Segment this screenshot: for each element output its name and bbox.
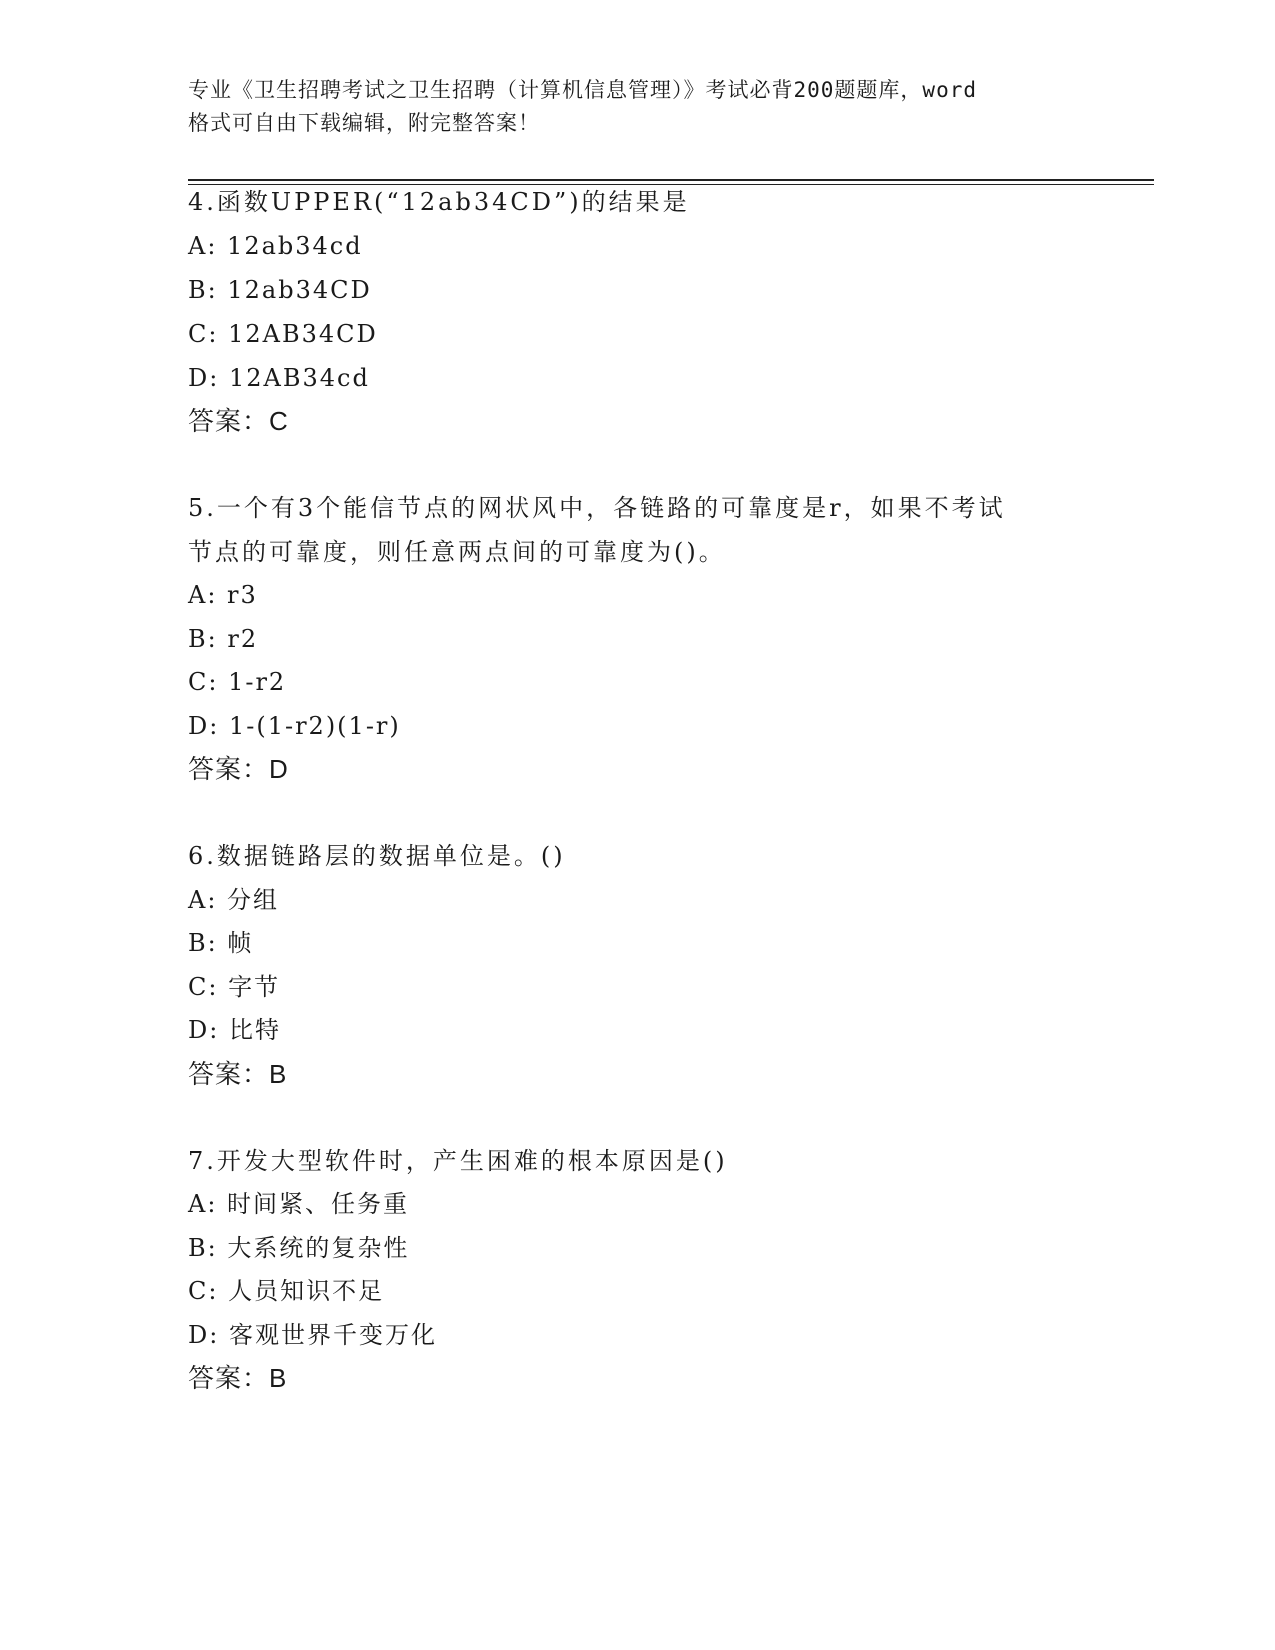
question-4-option-c: C: 12AB34CD: [188, 320, 378, 348]
header-line-1: 专业《卫生招聘考试之卫生招聘（计算机信息管理）》考试必背200题题库，word: [188, 78, 977, 102]
question-4-option-d: D: 12AB34cd: [188, 364, 370, 392]
question-6-option-a: A: 分组: [188, 886, 280, 914]
question-4-option-b: B: 12ab34CD: [188, 276, 372, 304]
header-divider-thin: [188, 184, 1154, 185]
question-5-option-b: B: r2: [188, 625, 259, 653]
question-5-option-a: A: r3: [188, 581, 258, 609]
question-6-option-d: D: 比特: [188, 1016, 281, 1044]
document-header: [188, 74, 1088, 140]
question-5-option-c: C: 1-r2: [188, 668, 287, 696]
question-6-option-b: B: 帧: [188, 929, 254, 957]
question-7-option-d: D: 客观世界千变万化: [188, 1321, 437, 1349]
question-5-stem-line-1: 5.一个有3个能信节点的网状风中，各链路的可靠度是r，如果不考试: [188, 494, 1006, 522]
question-7-answer: 答案：B: [188, 1363, 288, 1393]
header-line-2: 格式可自由下载编辑，附完整答案！: [188, 111, 540, 135]
question-7-option-a: A: 时间紧、任务重: [188, 1190, 410, 1218]
header-divider-thick: [188, 179, 1154, 181]
question-6-answer: 答案：B: [188, 1059, 288, 1089]
question-4-option-a: A: 12ab34cd: [188, 232, 363, 260]
question-7-option-c: C: 人员知识不足: [188, 1277, 385, 1305]
question-5-stem-line-2: 节点的可靠度，则任意两点间的可靠度为()。: [188, 538, 726, 566]
question-4-answer: 答案：C: [188, 406, 289, 436]
question-4-stem: 4.函数UPPER(“12ab34CD”)的结果是: [188, 188, 690, 216]
question-6-stem: 6.数据链路层的数据单位是。(): [188, 842, 566, 870]
question-5-option-d: D: 1-(1-r2)(1-r): [188, 712, 401, 740]
question-5-answer: 答案：D: [188, 754, 289, 784]
question-7-option-b: B: 大系统的复杂性: [188, 1234, 410, 1262]
question-6-option-c: C: 字节: [188, 973, 281, 1001]
question-7-stem: 7.开发大型软件时，产生困难的根本原因是(): [188, 1147, 728, 1175]
